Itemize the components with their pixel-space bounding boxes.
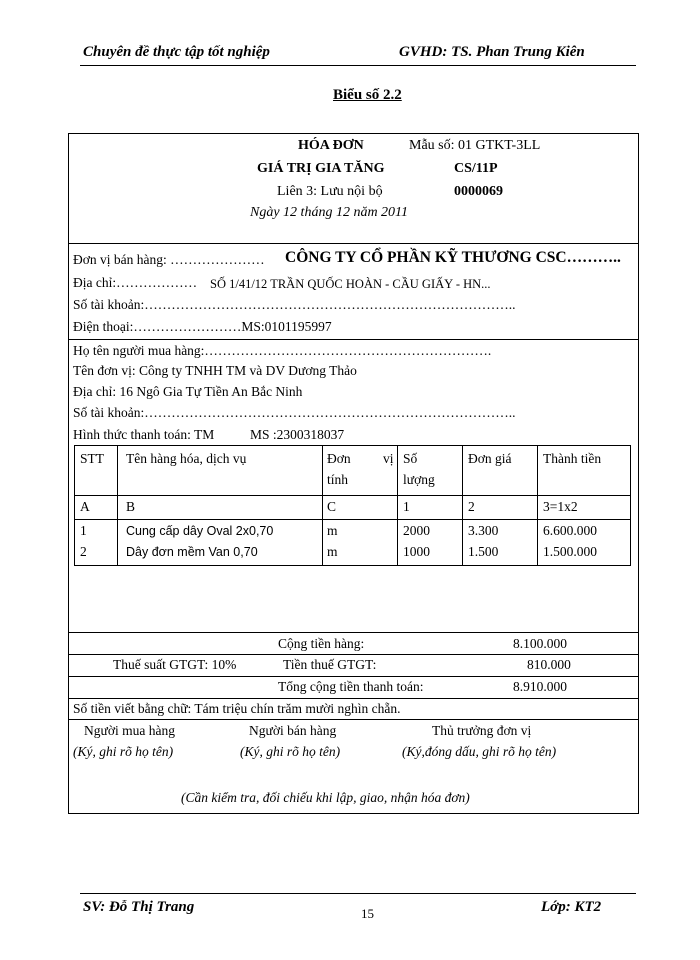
row2-qty: 1000	[403, 544, 430, 559]
buyer-account: Số tài khoản:………………………………………………………………………..	[73, 405, 516, 420]
seller-unit-label: Đơn vị bán hàng: …………………	[73, 252, 265, 267]
goods-total-value: 8.100.000	[513, 636, 567, 651]
buyer-unit: Tên đơn vị: Công ty TNHH TM và DV Dương Thảo	[73, 363, 357, 378]
seller-unit-name: CÔNG TY CỔ PHẦN KỸ THƯƠNG CSC………..	[285, 249, 621, 266]
th-unit-3: tính	[327, 472, 349, 487]
sign-buyer: Người mua hàng	[84, 723, 175, 738]
col-line	[117, 445, 118, 566]
code-name: B	[126, 499, 136, 514]
row1-price: 3.300	[468, 523, 499, 538]
row1-amount: 6.600.000	[543, 523, 597, 538]
row2-amount: 1.500.000	[543, 544, 597, 559]
vat-value: 810.000	[527, 657, 571, 672]
row2-name: Dây đơn mềm Van 0,70	[126, 545, 258, 559]
seller-address-label: Địa chỉ:………………	[73, 275, 198, 290]
goods-total-label: Cộng tiền hàng:	[278, 636, 365, 651]
sign-seller: Người bán hàng	[249, 723, 337, 738]
footer-student: SV: Đỗ Thị Trang	[83, 899, 195, 915]
seller-account: Số tài khoản:………………………………………………………………………..	[73, 297, 516, 312]
th-qty-2: lượng	[403, 472, 435, 487]
header-left: Chuyên đề thực tập tốt nghiệp	[83, 44, 270, 60]
amount-in-words: Số tiền viết bằng chữ: Tám triệu chín trăm mười nghìn chẵn.	[73, 701, 401, 716]
th-qty: Số	[403, 451, 418, 466]
form-number: Mẫu số: 01 GTKT-3LL	[409, 138, 541, 153]
header-rule	[80, 65, 636, 66]
code-qty: 1	[403, 499, 410, 514]
col-line	[397, 445, 398, 566]
page-number: 15	[361, 906, 374, 921]
row1-name: Cung cấp dây Oval 2x0,70	[126, 524, 274, 538]
footer-class: Lớp: KT2	[541, 899, 602, 915]
payment-method: Hình thức thanh toán: TM	[73, 427, 215, 442]
row1-stt: 1	[80, 523, 87, 538]
buyer-tax-code: MS :2300318037	[250, 427, 345, 442]
row2-unit: m	[327, 544, 338, 559]
code-stt: A	[80, 499, 90, 514]
th-unit: Đơn	[327, 451, 351, 466]
divider-vat	[68, 654, 639, 655]
row1-qty: 2000	[403, 523, 430, 538]
grand-total-label: Tổng cộng tiền thanh toán:	[278, 679, 424, 694]
th-price: Đơn giá	[468, 451, 512, 466]
th-unit-2: vị	[383, 451, 394, 466]
code-amount: 3=1x2	[543, 499, 578, 514]
seller-phone: Điện thoại:……………………MS:0101195997	[73, 319, 332, 334]
vat-label: Tiền thuế GTGT:	[283, 657, 377, 672]
invoice-copy: Liên 3: Lưu nội bộ	[277, 184, 383, 199]
footer-rule	[80, 893, 636, 894]
divider-seller	[68, 243, 639, 244]
row2-price: 1.500	[468, 544, 499, 559]
invoice-subtitle: GIÁ TRỊ GIA TĂNG	[257, 161, 385, 176]
header-right: GVHD: TS. Phan Trung Kiên	[399, 44, 585, 60]
row2-stt: 2	[80, 544, 87, 559]
divider-grand	[68, 676, 639, 677]
buyer-address: Địa chỉ: 16 Ngô Gia Tự Tiền An Bắc Ninh	[73, 384, 303, 399]
grand-total-value: 8.910.000	[513, 679, 567, 694]
sign-buyer-note: (Ký, ghi rõ họ tên)	[73, 744, 174, 759]
row-line	[74, 519, 631, 520]
row1-unit: m	[327, 523, 338, 538]
divider-buyer	[68, 339, 639, 340]
code-unit: C	[327, 499, 337, 514]
vat-rate: Thuế suất GTGT: 10%	[113, 657, 237, 672]
divider-totals	[68, 632, 639, 633]
divider-signatures	[68, 719, 639, 720]
sign-head: Thủ trưởng đơn vị	[432, 723, 532, 738]
row-line	[74, 495, 631, 496]
th-stt: STT	[80, 451, 105, 466]
th-amount: Thành tiền	[543, 451, 602, 466]
sign-head-note: (Ký,đóng dấu, ghi rõ họ tên)	[402, 744, 557, 759]
invoice-date: Ngày 12 tháng 12 năm 2011	[250, 205, 409, 220]
buyer-name: Họ tên người mua hàng:……………………………………………………….	[73, 343, 492, 358]
code-price: 2	[468, 499, 475, 514]
seller-address: SỐ 1/41/12 TRẦN QUỐC HOÀN - CẦU GIẤY - HN...	[210, 277, 491, 291]
col-line	[322, 445, 323, 566]
divider-words	[68, 698, 639, 699]
invoice-number: 0000069	[454, 184, 503, 199]
invoice-series: CS/11P	[454, 161, 498, 176]
col-line	[462, 445, 463, 566]
section-title: Biểu số 2.2	[333, 87, 402, 103]
sign-seller-note: (Ký, ghi rõ họ tên)	[240, 744, 341, 759]
col-line	[537, 445, 538, 566]
invoice-title: HÓA ĐƠN	[298, 138, 364, 153]
th-name: Tên hàng hóa, dịch vụ	[126, 451, 247, 466]
footnote: (Cần kiểm tra, đối chiếu khi lập, giao, nhận hóa đơn)	[181, 790, 470, 805]
